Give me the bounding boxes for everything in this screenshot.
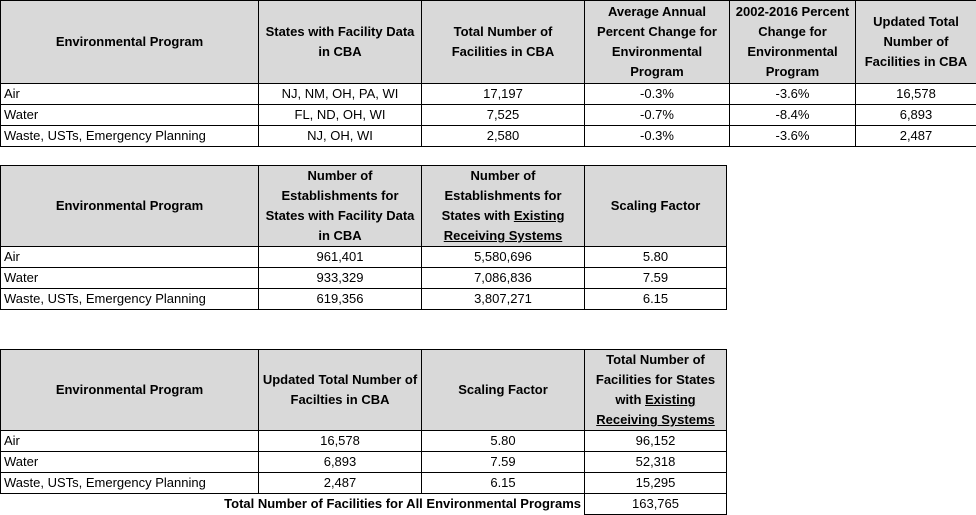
value-cell: -0.3% bbox=[585, 126, 730, 147]
value-cell: 6,893 bbox=[259, 452, 422, 473]
column-header: Total Number of Facilities in CBA bbox=[422, 1, 585, 84]
column-header: Environmental Program bbox=[1, 166, 259, 247]
value-cell: -3.6% bbox=[730, 126, 856, 147]
value-cell: 5.80 bbox=[422, 431, 585, 452]
program-cell: Water bbox=[1, 452, 259, 473]
column-header: Environmental Program bbox=[1, 1, 259, 84]
value-cell: 96,152 bbox=[585, 431, 727, 452]
column-header: 2002-2016 Percent Change for Environmental Program bbox=[730, 1, 856, 84]
program-cell: Waste, USTs, Emergency Planning bbox=[1, 473, 259, 494]
value-cell: 619,356 bbox=[259, 289, 422, 310]
header-underlined-text: Existing bbox=[645, 392, 696, 407]
column-header bbox=[585, 350, 727, 431]
column-header: Scaling Factor bbox=[422, 350, 585, 431]
value-cell: 16,578 bbox=[856, 84, 976, 105]
value-cell: 7.59 bbox=[422, 452, 585, 473]
total-row bbox=[1, 494, 727, 515]
header-text: Number of Establishments for States with bbox=[442, 168, 562, 223]
column-header: Number of Establishments for States with Facility Data in CBA bbox=[259, 166, 422, 247]
table-row bbox=[1, 247, 727, 268]
table-row bbox=[1, 289, 727, 310]
header-text: Total Number of Facilities for States with bbox=[596, 352, 715, 407]
value-cell: 2,487 bbox=[259, 473, 422, 494]
value-cell: 15,295 bbox=[585, 473, 727, 494]
value-cell: 6.15 bbox=[422, 473, 585, 494]
column-header: Updated Total Number of Facilties in CBA bbox=[259, 350, 422, 431]
program-cell: Waste, USTs, Emergency Planning bbox=[1, 289, 259, 310]
program-cell: Water bbox=[1, 105, 259, 126]
value-cell: 961,401 bbox=[259, 247, 422, 268]
header-underlined-text: Receiving Systems bbox=[596, 412, 715, 427]
table-header-row bbox=[1, 1, 976, 84]
column-header: Updated Total Number of Facilities in CBA bbox=[856, 1, 976, 84]
total-label: Total Number of Facilities for All Environmental Programs bbox=[1, 494, 585, 515]
header-underlined-text: Receiving Systems bbox=[444, 228, 563, 243]
program-cell: Air bbox=[1, 431, 259, 452]
value-cell: 2,580 bbox=[422, 126, 585, 147]
states-cell: FL, ND, OH, WI bbox=[259, 105, 422, 126]
scaling-factor-table bbox=[0, 165, 727, 310]
table-header-row bbox=[1, 350, 727, 431]
value-cell: 7,086,836 bbox=[422, 268, 585, 289]
value-cell: 3,807,271 bbox=[422, 289, 585, 310]
value-cell: 7.59 bbox=[585, 268, 727, 289]
column-header: Scaling Factor bbox=[585, 166, 727, 247]
column-header: Average Annual Percent Change for Environmental Program bbox=[585, 1, 730, 84]
value-cell: 52,318 bbox=[585, 452, 727, 473]
table-row bbox=[1, 473, 727, 494]
table-row bbox=[1, 105, 976, 126]
value-cell: -3.6% bbox=[730, 84, 856, 105]
table-row bbox=[1, 268, 727, 289]
value-cell: -0.3% bbox=[585, 84, 730, 105]
value-cell: 17,197 bbox=[422, 84, 585, 105]
total-facilities-table bbox=[0, 349, 727, 515]
program-cell: Waste, USTs, Emergency Planning bbox=[1, 126, 259, 147]
table-row bbox=[1, 431, 727, 452]
value-cell: 6,893 bbox=[856, 105, 976, 126]
value-cell: -8.4% bbox=[730, 105, 856, 126]
value-cell: 5.80 bbox=[585, 247, 727, 268]
table-header-row bbox=[1, 166, 727, 247]
column-header bbox=[422, 166, 585, 247]
value-cell: 7,525 bbox=[422, 105, 585, 126]
value-cell: 2,487 bbox=[856, 126, 976, 147]
value-cell: 933,329 bbox=[259, 268, 422, 289]
program-cell: Air bbox=[1, 247, 259, 268]
column-header: Environmental Program bbox=[1, 350, 259, 431]
table-row bbox=[1, 126, 976, 147]
column-header: States with Facility Data in CBA bbox=[259, 1, 422, 84]
header-underlined-text: Existing bbox=[514, 208, 565, 223]
program-cell: Air bbox=[1, 84, 259, 105]
states-cell: NJ, NM, OH, PA, WI bbox=[259, 84, 422, 105]
table-row bbox=[1, 84, 976, 105]
value-cell: -0.7% bbox=[585, 105, 730, 126]
value-cell: 5,580,696 bbox=[422, 247, 585, 268]
facilities-table bbox=[0, 0, 976, 147]
value-cell: 16,578 bbox=[259, 431, 422, 452]
states-cell: NJ, OH, WI bbox=[259, 126, 422, 147]
program-cell: Water bbox=[1, 268, 259, 289]
value-cell: 6.15 bbox=[585, 289, 727, 310]
total-value: 163,765 bbox=[585, 494, 727, 515]
table-row bbox=[1, 452, 727, 473]
